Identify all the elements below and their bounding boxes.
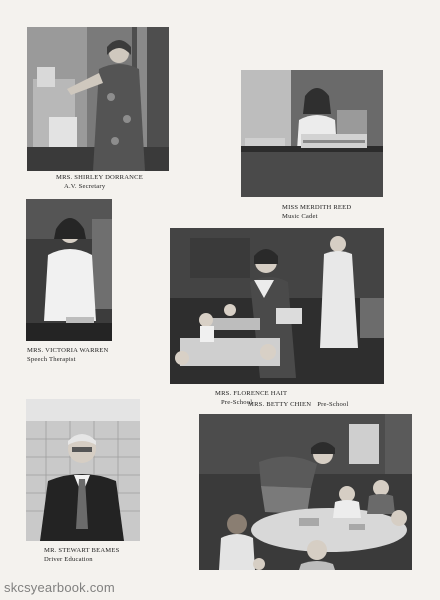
- photo-preschool-image: [170, 228, 384, 384]
- caption-name: MRS. FLORENCE HAIT: [215, 390, 288, 397]
- photo-warren-image: [26, 199, 112, 341]
- caption-name: MRS. VICTORIA WARREN: [27, 347, 109, 354]
- caption-name: MRS. BETTY CHIEN: [248, 401, 312, 408]
- photo-stewart-beames: [26, 399, 140, 541]
- photo-victoria-warren: [26, 199, 112, 341]
- site-watermark: skcsyearbook.com: [4, 580, 115, 595]
- caption-merdith-reed: [282, 203, 351, 221]
- caption-role: A.V. Secretary: [64, 183, 106, 190]
- photo-preschool-children: [199, 414, 412, 570]
- caption-name: MRS. SHIRLEY DORRANCE: [56, 174, 143, 181]
- caption-role: Speech Therapist: [27, 356, 76, 363]
- caption-role: Music Cadet: [282, 213, 318, 220]
- photo-shirley-dorrance: [27, 27, 169, 171]
- caption-role: Driver Education: [44, 556, 93, 563]
- photo-dorrance-image: [27, 27, 169, 171]
- caption-shirley-dorrance: [56, 173, 143, 191]
- photo-preschool-class: [170, 228, 384, 384]
- caption-stewart-beames: [44, 546, 119, 564]
- photo-merdith-reed: [241, 70, 383, 197]
- caption-role: Pre-School: [221, 399, 253, 406]
- caption-victoria-warren: [27, 346, 109, 364]
- caption-name: MISS MERDITH REED: [282, 204, 352, 211]
- caption-name: MR. STEWART BEAMES: [44, 547, 120, 554]
- caption-betty-chien: [248, 400, 349, 409]
- photo-children-image: [199, 414, 412, 570]
- photo-beames-image: [26, 399, 140, 541]
- photo-reed-image: [241, 70, 383, 197]
- caption-role: Pre-School: [317, 401, 349, 408]
